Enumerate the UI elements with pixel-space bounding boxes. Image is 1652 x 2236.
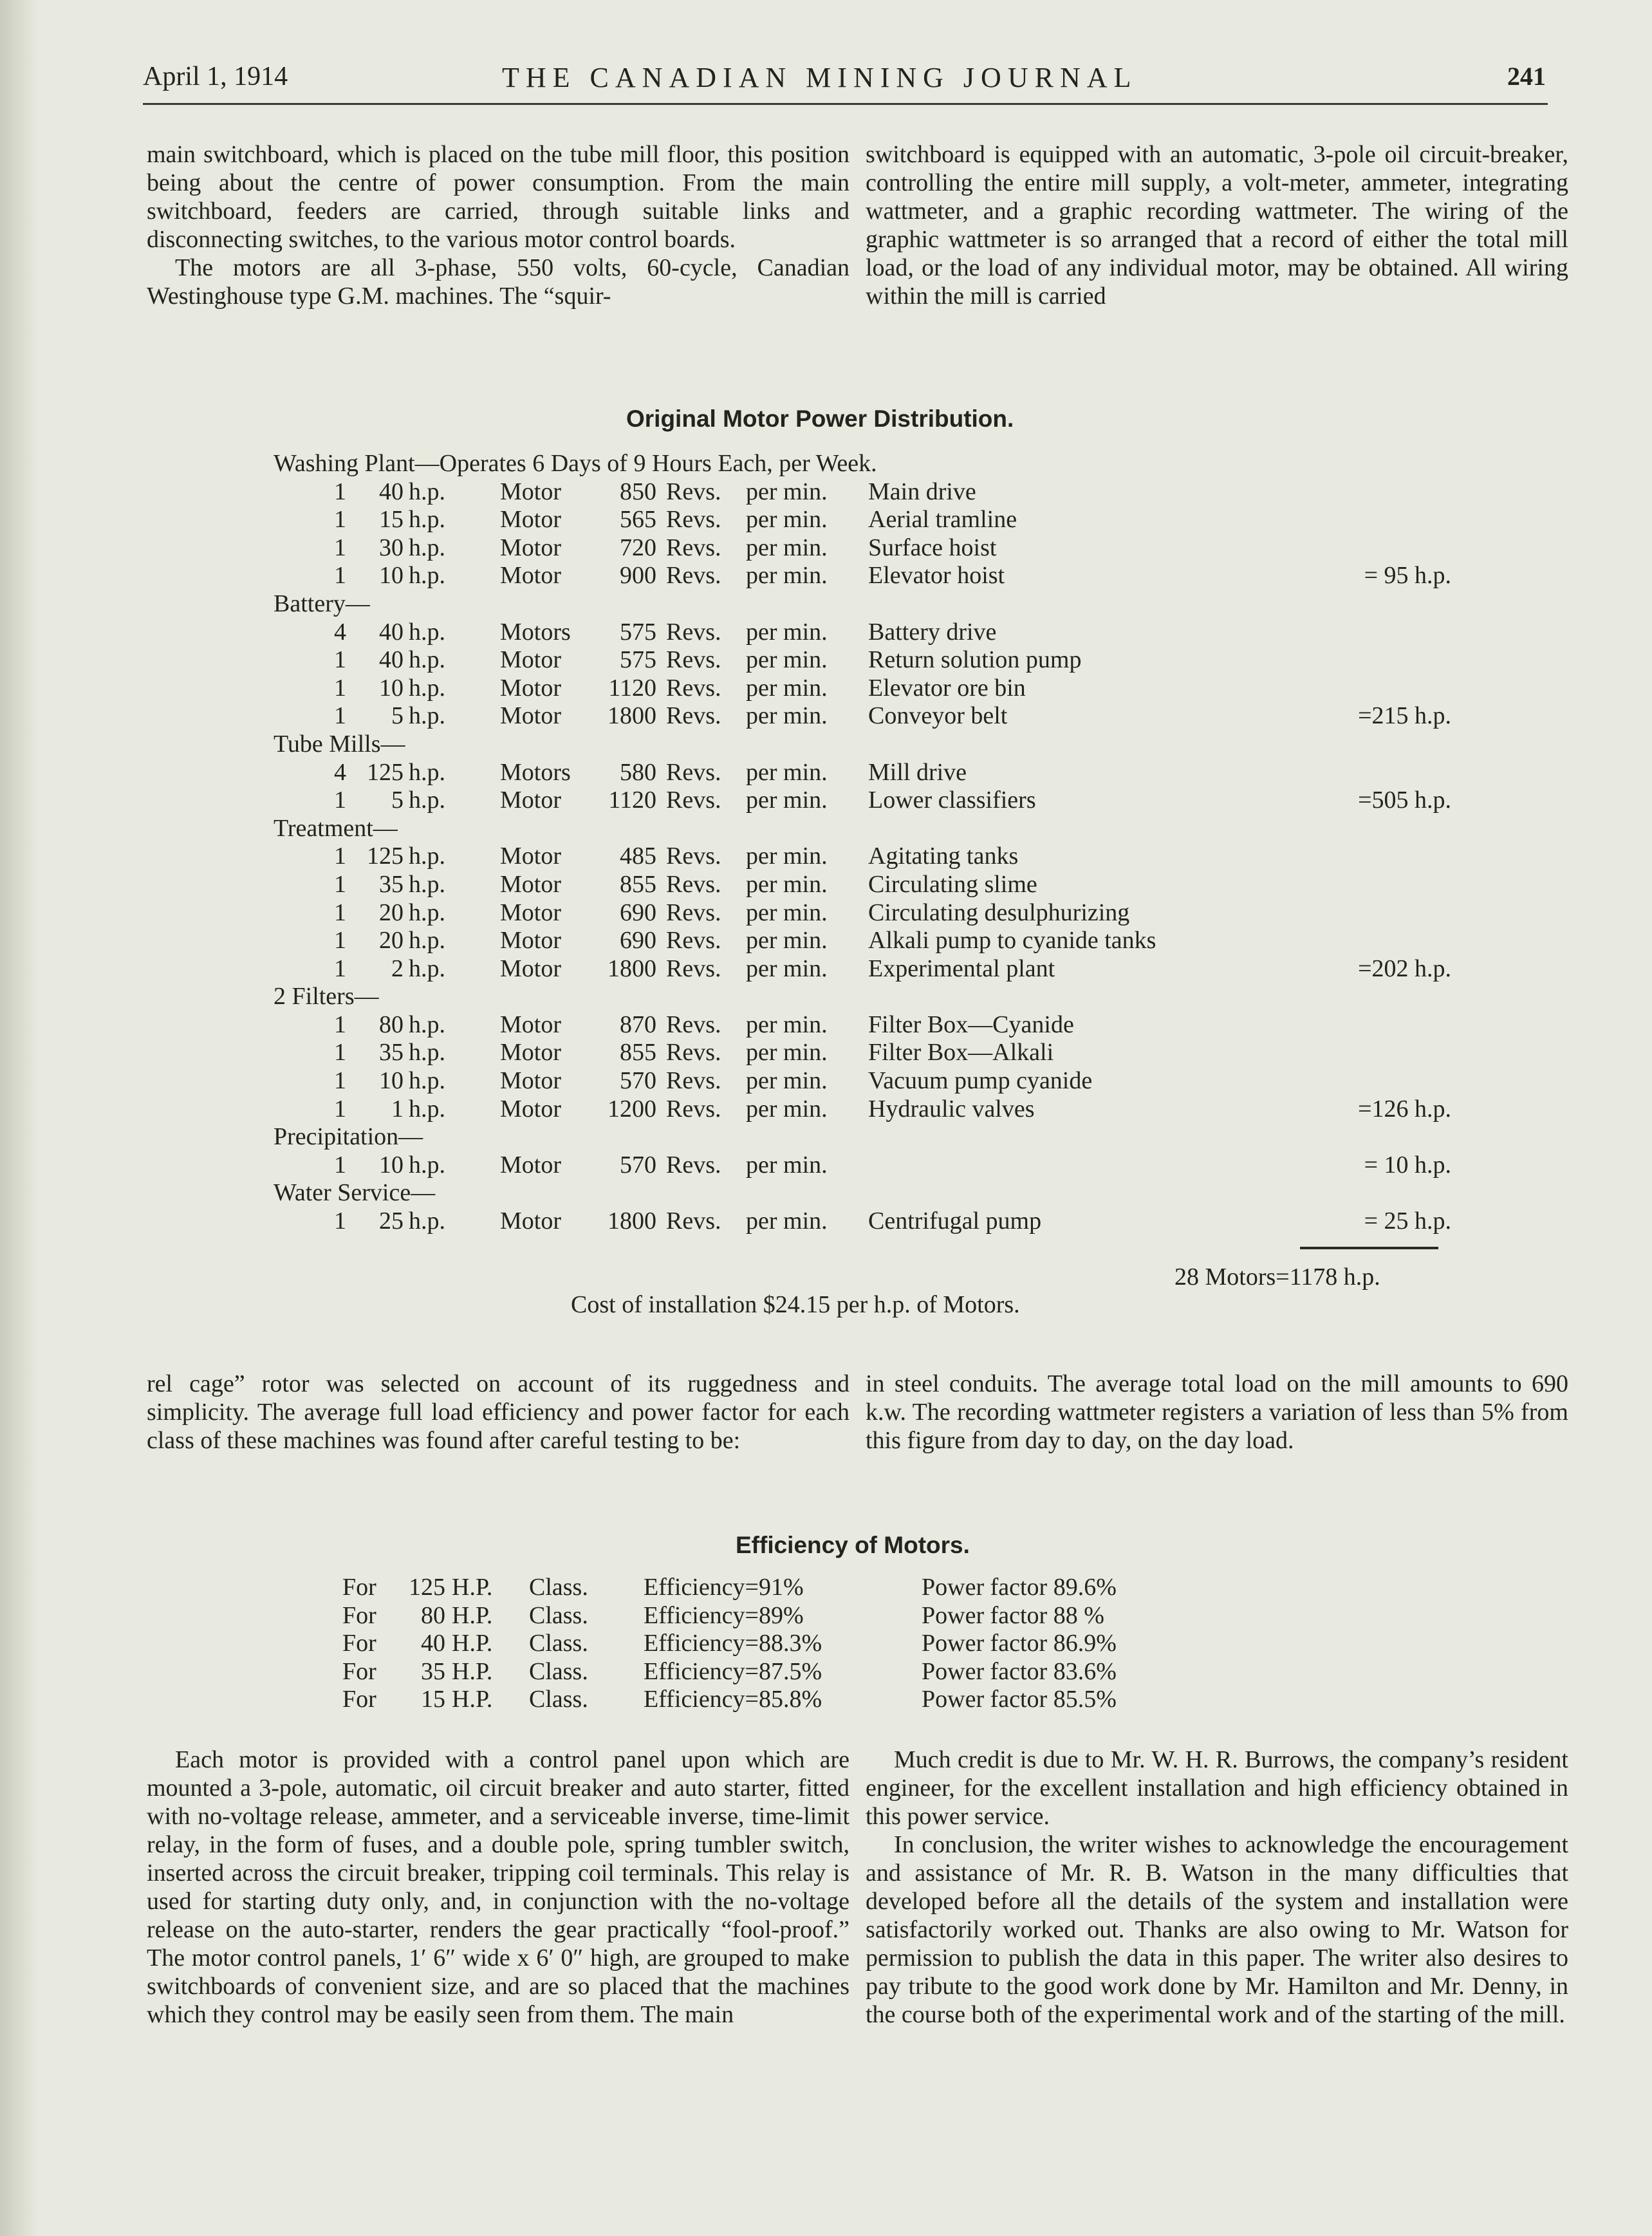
motor-use: Conveyor belt bbox=[868, 702, 1008, 730]
motor-row bbox=[274, 899, 1451, 927]
motor-label: Motor bbox=[500, 1067, 561, 1095]
motor-row bbox=[274, 1011, 1451, 1039]
motor-use: Centrifugal pump bbox=[868, 1207, 1042, 1235]
revs-label: Revs. bbox=[666, 1151, 721, 1179]
motor-revs: 720 bbox=[620, 534, 656, 561]
revs-label: Revs. bbox=[666, 899, 721, 926]
motor-horsepower: 5 bbox=[391, 702, 404, 730]
motor-quantity: 1 bbox=[334, 562, 346, 590]
motor-label: Motor bbox=[500, 843, 561, 870]
motor-row bbox=[274, 618, 1451, 646]
for-label: For bbox=[342, 1686, 376, 1713]
power-factor-value: Power factor 83.6% bbox=[922, 1657, 1117, 1685]
class-label: Class. bbox=[529, 1657, 588, 1685]
hp-unit: h.p. bbox=[409, 1011, 445, 1038]
motor-revs: 870 bbox=[620, 1011, 656, 1038]
efficiency-row bbox=[342, 1573, 1243, 1601]
motor-revs: 485 bbox=[620, 843, 656, 870]
issue-date: April 1, 1914 bbox=[143, 62, 288, 91]
group-heading-row bbox=[274, 590, 1451, 618]
group-heading-row bbox=[274, 1179, 1451, 1207]
power-factor-value: Power factor 88 % bbox=[922, 1601, 1104, 1629]
hp-unit: h.p. bbox=[409, 618, 445, 646]
motor-distribution-table bbox=[274, 449, 1451, 1235]
class-horsepower: 125 bbox=[409, 1574, 445, 1601]
hp-unit: h.p. bbox=[409, 1151, 445, 1179]
motor-horsepower: 1 bbox=[391, 1095, 404, 1123]
page-number: 241 bbox=[1507, 62, 1546, 91]
group-name: Washing Plant—Operates 6 Days of 9 Hours Each, per Week. bbox=[274, 450, 877, 477]
motor-label: Motor bbox=[500, 955, 561, 982]
group-heading-row bbox=[274, 730, 1451, 758]
motor-row bbox=[274, 561, 1451, 590]
hp-unit: h.p. bbox=[409, 1067, 445, 1095]
motor-row bbox=[274, 702, 1451, 730]
motor-quantity: 1 bbox=[334, 1011, 346, 1038]
motor-revs: 1120 bbox=[608, 787, 656, 814]
per-min-label: per min. bbox=[746, 562, 828, 590]
class-horsepower: 15 bbox=[421, 1686, 445, 1713]
group-total: =126 h.p. bbox=[1358, 1095, 1451, 1123]
per-min-label: per min. bbox=[746, 674, 828, 702]
bottom-left-column bbox=[147, 1746, 849, 2029]
for-label: For bbox=[342, 1601, 376, 1629]
motor-row bbox=[274, 1067, 1451, 1095]
per-min-label: per min. bbox=[746, 646, 828, 674]
motor-label: Motors bbox=[500, 758, 571, 786]
motor-quantity: 1 bbox=[334, 787, 346, 814]
motor-label: Motor bbox=[500, 1039, 561, 1067]
group-name: 2 Filters— bbox=[274, 983, 379, 1011]
motor-use: Aerial tramline bbox=[868, 506, 1017, 534]
efficiency-value: Efficiency=91% bbox=[644, 1574, 804, 1601]
motor-quantity: 1 bbox=[334, 534, 346, 561]
motor-revs: 570 bbox=[620, 1151, 656, 1179]
motor-horsepower: 30 bbox=[379, 534, 404, 561]
hp-unit: h.p. bbox=[409, 899, 445, 926]
motor-horsepower: 20 bbox=[379, 899, 404, 926]
for-label: For bbox=[342, 1630, 376, 1657]
motor-row bbox=[274, 646, 1451, 674]
efficiency-title: Efficiency of Motors. bbox=[736, 1532, 970, 1558]
revs-label: Revs. bbox=[666, 506, 721, 534]
paragraph: Each motor is provided with a control panel upon which are mounted a 3-pole, automatic, oil circuit breaker and auto starter, fitted with no-voltage release, ammeter, and a serviceable inverse, time-limit relay, in the form of fuses, and a double pole, spring tumbler switch, inserted across the circuit breaker, tripping coil terminals. This relay is used for starting duty only, and, in conjunction with the no-voltage release on the auto-starter, renders the gear practically “fool-proof.” The motor control panels, 1′ 6″ wide x 6′ 0″ high, are grouped to make switchboards of convenient size, and are so placed that the machines which they control may be easily seen from them. The main bbox=[147, 1746, 849, 2028]
motor-use: Circulating slime bbox=[868, 870, 1037, 898]
efficiency-value: Efficiency=85.8% bbox=[644, 1686, 822, 1713]
group-total: = 95 h.p. bbox=[1364, 562, 1451, 590]
per-min-label: per min. bbox=[746, 506, 828, 534]
group-name: Water Service— bbox=[274, 1179, 436, 1207]
hp-unit: h.p. bbox=[409, 702, 445, 730]
motor-revs: 855 bbox=[620, 1039, 656, 1067]
revs-label: Revs. bbox=[666, 702, 721, 730]
motor-label: Motor bbox=[500, 1151, 561, 1179]
power-factor-value: Power factor 86.9% bbox=[922, 1630, 1117, 1657]
motor-horsepower: 40 bbox=[379, 646, 404, 674]
motor-quantity: 1 bbox=[334, 927, 346, 955]
hp-unit: h.p. bbox=[409, 506, 445, 534]
revs-label: Revs. bbox=[666, 1095, 721, 1123]
middle-right-column bbox=[866, 1370, 1568, 1455]
motor-label: Motor bbox=[500, 787, 561, 814]
middle-left-column bbox=[147, 1370, 849, 1455]
motor-horsepower: 20 bbox=[379, 927, 404, 955]
revs-label: Revs. bbox=[666, 618, 721, 646]
per-min-label: per min. bbox=[746, 1011, 828, 1038]
motor-quantity: 1 bbox=[334, 478, 346, 505]
hp-unit: h.p. bbox=[409, 478, 445, 505]
per-min-label: per min. bbox=[746, 702, 828, 730]
hp-unit: h.p. bbox=[409, 870, 445, 898]
motor-quantity: 1 bbox=[334, 702, 346, 730]
motor-horsepower: 40 bbox=[379, 478, 404, 505]
motor-quantity: 1 bbox=[334, 1067, 346, 1095]
motor-horsepower: 125 bbox=[367, 843, 404, 870]
motor-horsepower: 35 bbox=[379, 1039, 404, 1067]
group-heading-row bbox=[274, 814, 1451, 843]
top-left-column bbox=[147, 140, 849, 310]
class-horsepower: 80 bbox=[421, 1601, 445, 1629]
hp-unit: H.P. bbox=[452, 1657, 493, 1685]
per-min-label: per min. bbox=[746, 955, 828, 982]
motor-label: Motor bbox=[500, 1011, 561, 1038]
motor-use: Hydraulic valves bbox=[868, 1095, 1035, 1123]
motor-label: Motor bbox=[500, 702, 561, 730]
class-label: Class. bbox=[529, 1574, 588, 1601]
motor-revs: 565 bbox=[620, 506, 656, 534]
motor-horsepower: 10 bbox=[379, 562, 404, 590]
for-label: For bbox=[342, 1574, 376, 1601]
motor-revs: 690 bbox=[620, 927, 656, 955]
motor-row bbox=[274, 1095, 1451, 1123]
motor-label: Motor bbox=[500, 1095, 561, 1123]
hp-unit: H.P. bbox=[452, 1686, 493, 1713]
group-total: = 25 h.p. bbox=[1364, 1207, 1451, 1235]
revs-label: Revs. bbox=[666, 646, 721, 674]
motor-horsepower: 15 bbox=[379, 506, 404, 534]
class-label: Class. bbox=[529, 1630, 588, 1657]
efficiency-row bbox=[342, 1629, 1243, 1657]
motor-revs: 900 bbox=[620, 562, 656, 590]
motor-label: Motors bbox=[500, 618, 571, 646]
revs-label: Revs. bbox=[666, 955, 721, 982]
hp-unit: h.p. bbox=[409, 1095, 445, 1123]
per-min-label: per min. bbox=[746, 899, 828, 926]
motor-label: Motor bbox=[500, 870, 561, 898]
motor-revs: 575 bbox=[620, 646, 656, 674]
motor-row bbox=[274, 478, 1451, 506]
efficiency-value: Efficiency=87.5% bbox=[644, 1657, 822, 1685]
motor-use: Elevator hoist bbox=[868, 562, 1005, 590]
hp-unit: h.p. bbox=[409, 562, 445, 590]
sum-rule bbox=[1300, 1247, 1438, 1249]
motor-row bbox=[274, 758, 1451, 787]
motor-revs: 690 bbox=[620, 899, 656, 926]
motor-revs: 575 bbox=[620, 618, 656, 646]
motor-quantity: 1 bbox=[334, 674, 346, 702]
power-factor-value: Power factor 89.6% bbox=[922, 1574, 1117, 1601]
motor-use: Surface hoist bbox=[868, 534, 997, 561]
group-heading-row bbox=[274, 982, 1451, 1011]
motor-revs: 855 bbox=[620, 870, 656, 898]
motor-horsepower: 40 bbox=[379, 618, 404, 646]
paragraph: Much credit is due to Mr. W. H. R. Burrows, the company’s resident engineer, for the excellent installation and high efficiency obtained in this power service. bbox=[866, 1746, 1568, 1830]
paragraph: rel cage” rotor was selected on account of its ruggedness and simplicity. The average full load efficiency and power factor for each class of these machines was found after careful testing to be: bbox=[147, 1370, 849, 1454]
group-total: = 10 h.p. bbox=[1364, 1151, 1451, 1179]
motor-revs: 1800 bbox=[608, 702, 656, 730]
top-right-column bbox=[866, 140, 1568, 310]
motor-row bbox=[274, 534, 1451, 562]
paragraph: main switchboard, which is placed on the tube mill floor, this position being about the centre of power consumption. From the main switchboard, feeders are carried, through suitable links and disconnecting switches, to the various motor control boards. bbox=[147, 141, 849, 253]
efficiency-row bbox=[342, 1601, 1243, 1630]
per-min-label: per min. bbox=[746, 478, 828, 505]
motor-use: Elevator ore bin bbox=[868, 674, 1026, 702]
revs-label: Revs. bbox=[666, 927, 721, 955]
motor-horsepower: 125 bbox=[367, 758, 404, 786]
per-min-label: per min. bbox=[746, 618, 828, 646]
motor-quantity: 1 bbox=[334, 955, 346, 982]
motor-quantity: 1 bbox=[334, 1095, 346, 1123]
motor-revs: 1120 bbox=[608, 674, 656, 702]
group-total: =202 h.p. bbox=[1358, 955, 1451, 982]
motor-use: Filter Box—Alkali bbox=[868, 1039, 1054, 1067]
motor-row bbox=[274, 674, 1451, 702]
efficiency-row bbox=[342, 1657, 1243, 1686]
revs-label: Revs. bbox=[666, 478, 721, 505]
per-min-label: per min. bbox=[746, 787, 828, 814]
efficiency-table bbox=[342, 1573, 1243, 1713]
per-min-label: per min. bbox=[746, 1151, 828, 1179]
motor-horsepower: 10 bbox=[379, 1067, 404, 1095]
per-min-label: per min. bbox=[746, 870, 828, 898]
class-horsepower: 40 bbox=[421, 1630, 445, 1657]
revs-label: Revs. bbox=[666, 1039, 721, 1067]
motor-quantity: 1 bbox=[334, 1151, 346, 1179]
installation-cost: Cost of installation $24.15 per h.p. of Motors. bbox=[571, 1291, 1020, 1318]
motor-label: Motor bbox=[500, 506, 561, 534]
group-name: Battery— bbox=[274, 590, 370, 617]
motor-use: Battery drive bbox=[868, 618, 997, 646]
motor-quantity: 4 bbox=[334, 618, 346, 646]
motor-row bbox=[274, 1038, 1451, 1067]
per-min-label: per min. bbox=[746, 1039, 828, 1067]
revs-label: Revs. bbox=[666, 843, 721, 870]
motor-row bbox=[274, 1151, 1451, 1179]
hp-unit: h.p. bbox=[409, 787, 445, 814]
motor-quantity: 1 bbox=[334, 1039, 346, 1067]
motor-horsepower: 25 bbox=[379, 1207, 404, 1235]
motor-label: Motor bbox=[500, 562, 561, 590]
efficiency-value: Efficiency=89% bbox=[644, 1601, 804, 1629]
motor-label: Motor bbox=[500, 674, 561, 702]
motor-quantity: 4 bbox=[334, 758, 346, 786]
for-label: For bbox=[342, 1657, 376, 1685]
motor-revs: 1800 bbox=[608, 955, 656, 982]
motor-quantity: 1 bbox=[334, 899, 346, 926]
header-rule bbox=[143, 103, 1548, 105]
hp-unit: h.p. bbox=[409, 674, 445, 702]
motor-use: Return solution pump bbox=[868, 646, 1082, 674]
motor-label: Motor bbox=[500, 1207, 561, 1235]
motor-row bbox=[274, 870, 1451, 899]
motor-horsepower: 10 bbox=[379, 1151, 404, 1179]
group-name: Tube Mills— bbox=[274, 730, 405, 758]
hp-unit: h.p. bbox=[409, 534, 445, 561]
motor-label: Motor bbox=[500, 927, 561, 955]
grand-total: 28 Motors=1178 h.p. bbox=[1174, 1263, 1380, 1290]
motor-row bbox=[274, 955, 1451, 983]
power-factor-value: Power factor 85.5% bbox=[922, 1686, 1117, 1713]
motor-revs: 570 bbox=[620, 1067, 656, 1095]
revs-label: Revs. bbox=[666, 1011, 721, 1038]
motor-revs: 850 bbox=[620, 478, 656, 505]
hp-unit: h.p. bbox=[409, 843, 445, 870]
motor-use: Main drive bbox=[868, 478, 976, 505]
motor-revs: 1200 bbox=[608, 1095, 656, 1123]
class-horsepower: 35 bbox=[421, 1657, 445, 1685]
hp-unit: h.p. bbox=[409, 1039, 445, 1067]
page-edge-shadow bbox=[0, 0, 39, 2236]
motor-horsepower: 2 bbox=[391, 955, 404, 982]
group-heading-row bbox=[274, 1123, 1451, 1151]
revs-label: Revs. bbox=[666, 758, 721, 786]
motor-quantity: 1 bbox=[334, 506, 346, 534]
motor-use: Mill drive bbox=[868, 758, 967, 786]
group-total: =505 h.p. bbox=[1358, 787, 1451, 814]
motor-row bbox=[274, 786, 1451, 814]
hp-unit: H.P. bbox=[452, 1574, 493, 1601]
motor-quantity: 1 bbox=[334, 646, 346, 674]
revs-label: Revs. bbox=[666, 562, 721, 590]
per-min-label: per min. bbox=[746, 927, 828, 955]
motor-row bbox=[274, 926, 1451, 955]
per-min-label: per min. bbox=[746, 758, 828, 786]
distribution-title: Original Motor Power Distribution. bbox=[626, 405, 1014, 432]
motor-use: Agitating tanks bbox=[868, 843, 1019, 870]
motor-use: Experimental plant bbox=[868, 955, 1055, 982]
paragraph: The motors are all 3-phase, 550 volts, 60-cycle, Canadian Westinghouse type G.M. machines. The “squir- bbox=[147, 254, 849, 310]
revs-label: Revs. bbox=[666, 1067, 721, 1095]
paragraph: in steel conduits. The average total load on the mill amounts to 690 k.w. The recording wattmeter registers a variation of less than 5% from this figure from day to day, on the day load. bbox=[866, 1370, 1568, 1454]
paragraph: switchboard is equipped with an automatic, 3-pole oil circuit-breaker, controlling the entire mill supply, a volt-meter, ammeter, integrating wattmeter, and a graphic recording wattmeter. The wiring of the graphic wattmeter is so arranged that a record of either the total mill load, or the load of any individual motor, may be obtained. All wiring within the mill is carried bbox=[866, 141, 1568, 310]
motor-revs: 580 bbox=[620, 758, 656, 786]
per-min-label: per min. bbox=[746, 1207, 828, 1235]
motor-quantity: 1 bbox=[334, 1207, 346, 1235]
motor-horsepower: 80 bbox=[379, 1011, 404, 1038]
motor-label: Motor bbox=[500, 646, 561, 674]
motor-horsepower: 35 bbox=[379, 870, 404, 898]
group-name: Precipitation— bbox=[274, 1123, 423, 1151]
motor-horsepower: 5 bbox=[391, 787, 404, 814]
efficiency-row bbox=[342, 1685, 1243, 1713]
group-heading-row bbox=[274, 449, 1451, 478]
paragraph: In conclusion, the writer wishes to acknowledge the encouragement and assistance of Mr. R. B. Watson in the many difficulties that developed before all the details of the system and installation were satisfactorily worked out. Thanks are also owing to Mr. Watson for permission to publish the data in this paper. The writer also desires to pay tribute to the good work done by Mr. Hamilton and Mr. Denny, in the course both of the experimental work and of the starting of the mill. bbox=[866, 1831, 1568, 2028]
motor-label: Motor bbox=[500, 899, 561, 926]
per-min-label: per min. bbox=[746, 843, 828, 870]
motor-row bbox=[274, 505, 1451, 534]
efficiency-value: Efficiency=88.3% bbox=[644, 1630, 822, 1657]
motor-row bbox=[274, 842, 1451, 870]
hp-unit: h.p. bbox=[409, 646, 445, 674]
motor-quantity: 1 bbox=[334, 870, 346, 898]
hp-unit: H.P. bbox=[452, 1630, 493, 1657]
motor-label: Motor bbox=[500, 478, 561, 505]
hp-unit: h.p. bbox=[409, 758, 445, 786]
class-label: Class. bbox=[529, 1601, 588, 1629]
revs-label: Revs. bbox=[666, 674, 721, 702]
per-min-label: per min. bbox=[746, 1095, 828, 1123]
hp-unit: H.P. bbox=[452, 1601, 493, 1629]
bottom-right-column bbox=[866, 1746, 1568, 2029]
hp-unit: h.p. bbox=[409, 927, 445, 955]
revs-label: Revs. bbox=[666, 534, 721, 561]
group-name: Treatment— bbox=[274, 814, 398, 842]
revs-label: Revs. bbox=[666, 1207, 721, 1235]
motor-label: Motor bbox=[500, 534, 561, 561]
hp-unit: h.p. bbox=[409, 955, 445, 982]
motor-use: Filter Box—Cyanide bbox=[868, 1011, 1074, 1038]
class-label: Class. bbox=[529, 1686, 588, 1713]
motor-use: Vacuum pump cyanide bbox=[868, 1067, 1093, 1095]
motor-use: Lower classifiers bbox=[868, 787, 1036, 814]
motor-revs: 1800 bbox=[608, 1207, 656, 1235]
hp-unit: h.p. bbox=[409, 1207, 445, 1235]
per-min-label: per min. bbox=[746, 1067, 828, 1095]
revs-label: Revs. bbox=[666, 870, 721, 898]
group-total: =215 h.p. bbox=[1358, 702, 1451, 730]
motor-quantity: 1 bbox=[334, 843, 346, 870]
motor-row bbox=[274, 1207, 1451, 1235]
revs-label: Revs. bbox=[666, 787, 721, 814]
motor-use: Alkali pump to cyanide tanks bbox=[868, 927, 1156, 955]
per-min-label: per min. bbox=[746, 534, 828, 561]
motor-use: Circulating desulphurizing bbox=[868, 899, 1130, 926]
motor-horsepower: 10 bbox=[379, 674, 404, 702]
journal-title: THE CANADIAN MINING JOURNAL bbox=[502, 62, 1138, 93]
